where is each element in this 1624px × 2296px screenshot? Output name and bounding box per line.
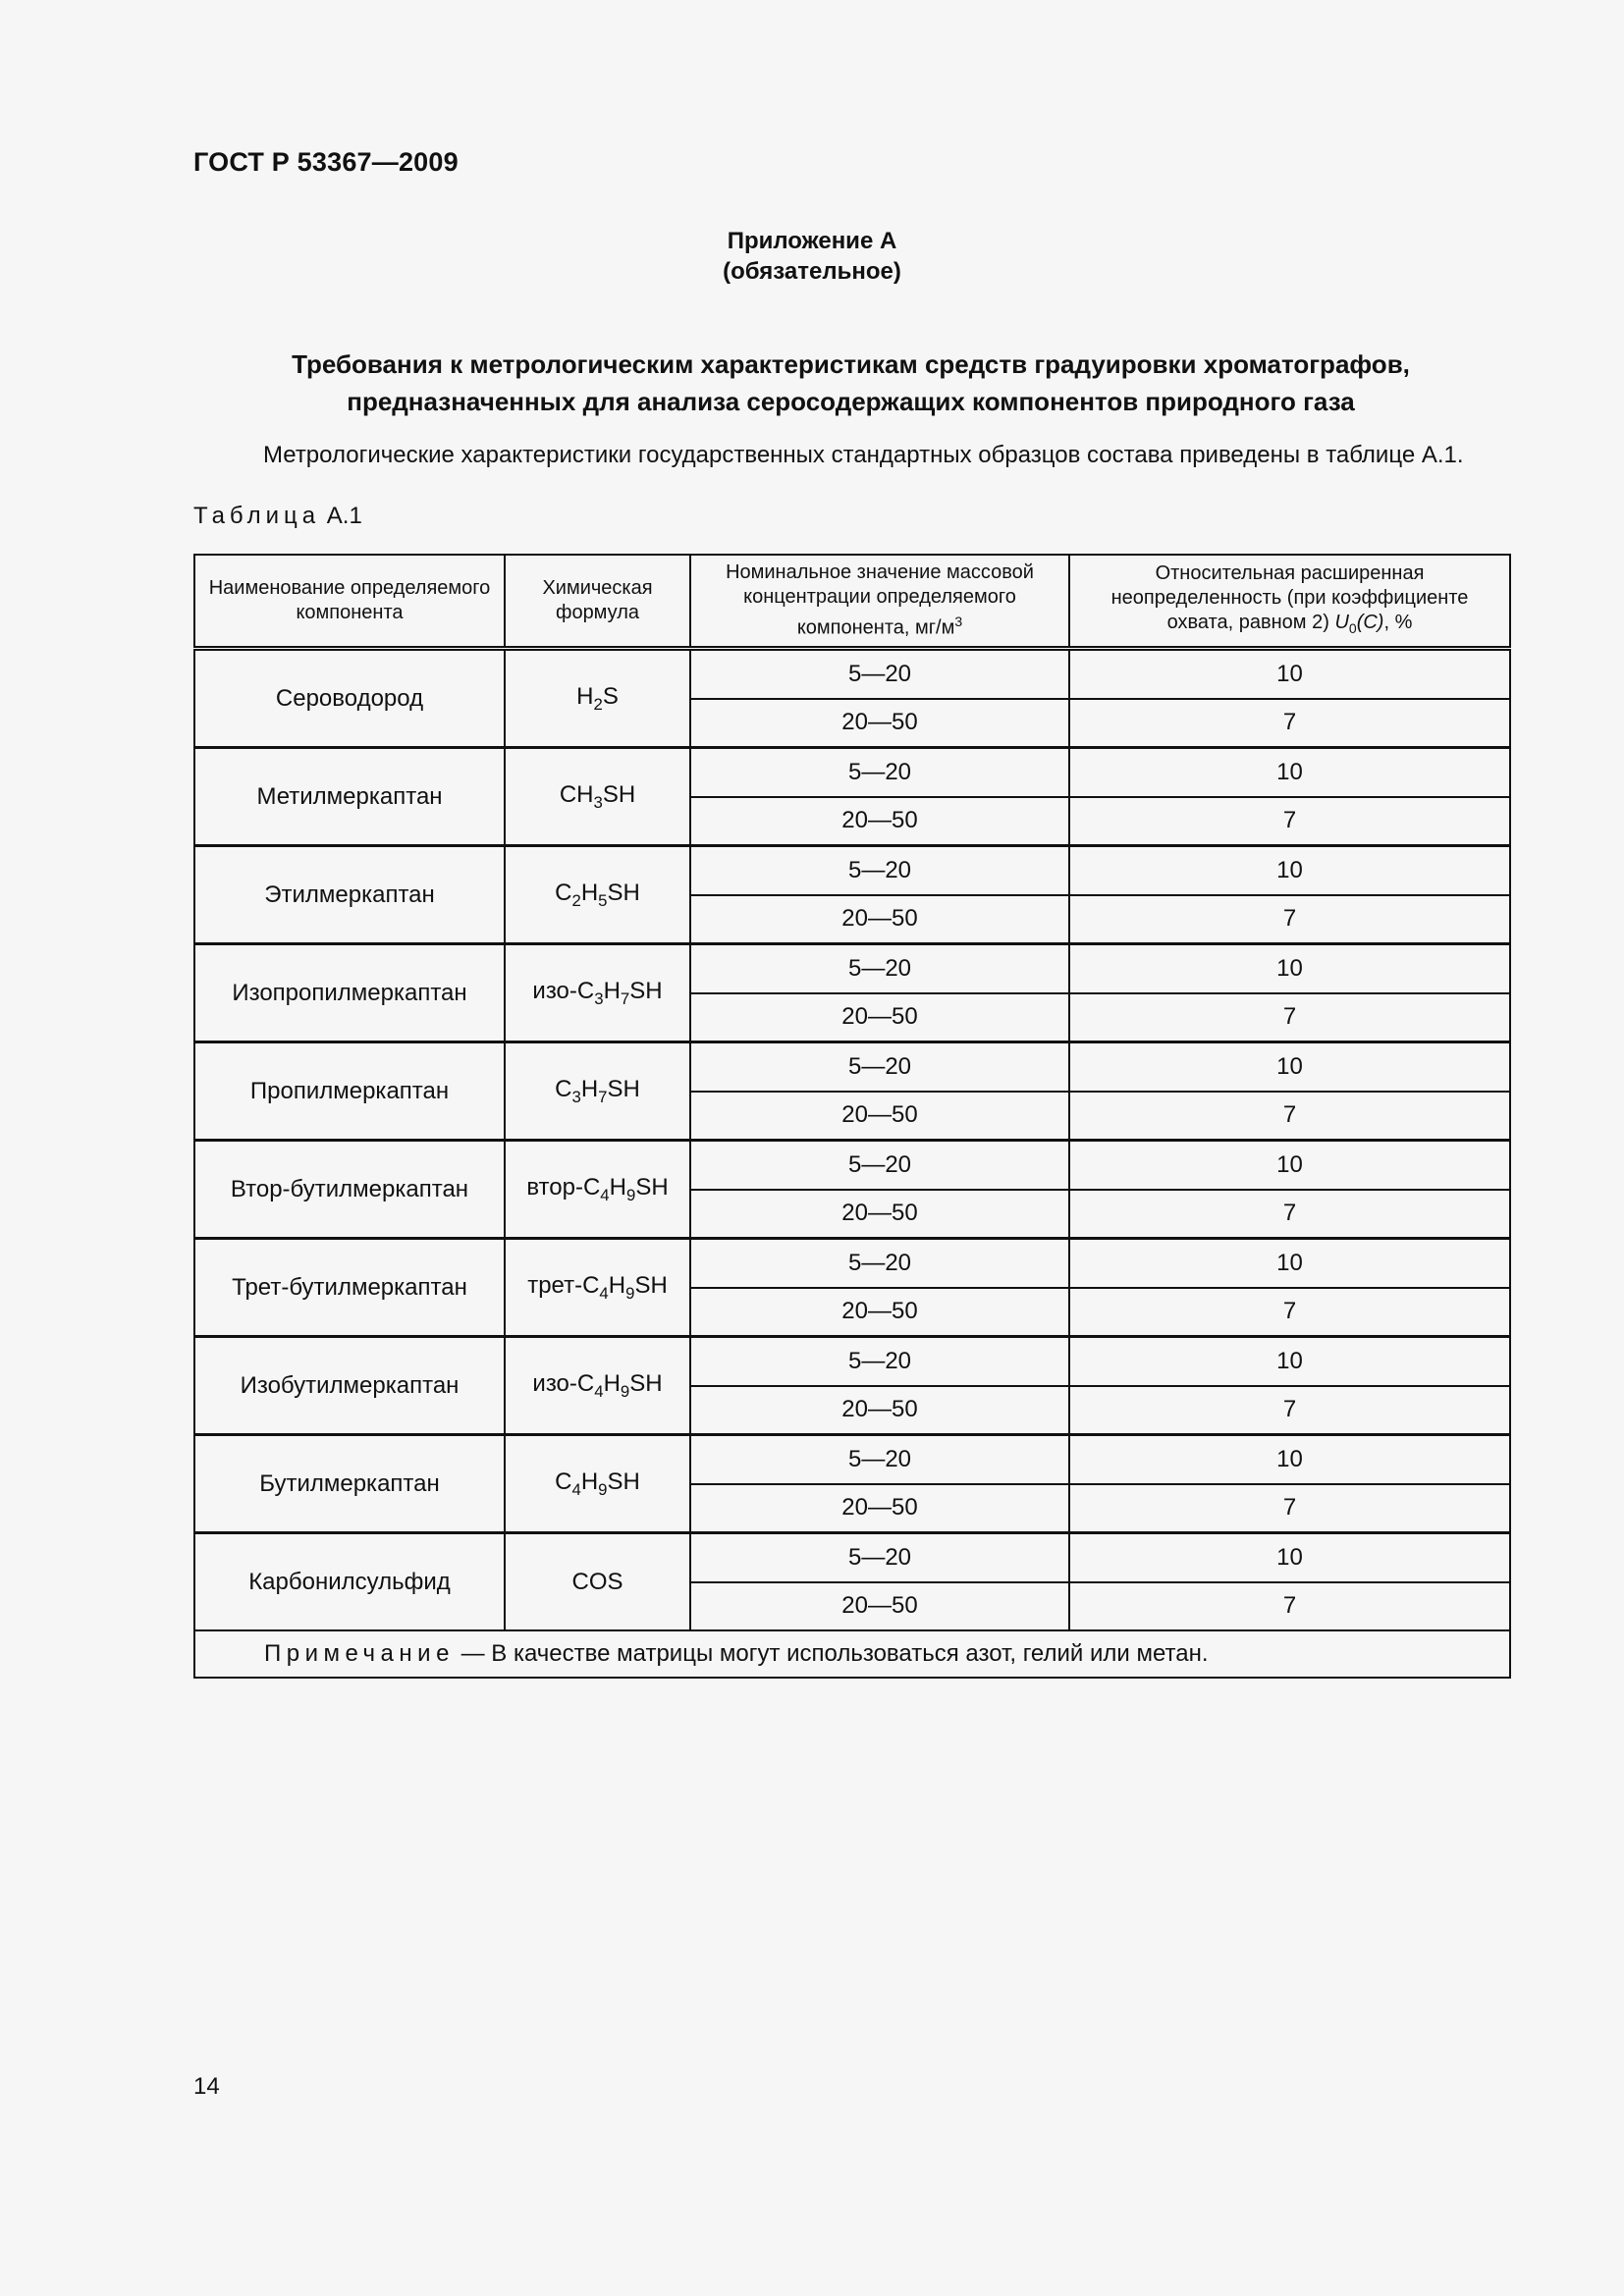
uncertainty-cell: 7 xyxy=(1069,895,1510,944)
formula-part: SH xyxy=(602,780,636,808)
formula-subscript: 9 xyxy=(625,1185,636,1204)
concentration-range-cell: 5—20 xyxy=(690,1533,1069,1582)
formula-subscript: 2 xyxy=(571,890,581,910)
formula-subscript: 3 xyxy=(594,988,604,1008)
header-uncertainty xyxy=(1069,555,1510,649)
formula-subscript: 4 xyxy=(600,1185,610,1204)
header-chemical-formula: Химическая формула xyxy=(505,555,690,649)
concentration-range-cell: 20—50 xyxy=(690,797,1069,846)
concentration-range-cell: 5—20 xyxy=(690,846,1069,895)
component-name-cell: Изобутилмеркаптан xyxy=(194,1337,505,1435)
header-uncertainty-sub: 0 xyxy=(1348,619,1357,636)
chemical-formula-cell xyxy=(505,1042,690,1141)
table-row xyxy=(194,1337,1510,1386)
formula-part: изо-C xyxy=(532,1369,595,1397)
table-row xyxy=(194,649,1510,699)
note-label: Примечание xyxy=(264,1640,455,1667)
uncertainty-cell: 7 xyxy=(1069,1092,1510,1141)
formula-part: H xyxy=(603,1369,621,1397)
formula-part: SH xyxy=(629,977,663,1004)
chemical-formula-cell xyxy=(505,1533,690,1631)
header-uncertainty-text: Относительная расширенная неопределенность (при коэффициенте охвата, равном 2) xyxy=(1110,561,1469,633)
header-component-name: Наименование определяемого компонента xyxy=(194,555,505,649)
component-name-cell: Изопропилмеркаптан xyxy=(194,944,505,1042)
table-row xyxy=(194,846,1510,895)
table-row xyxy=(194,1042,1510,1092)
page-number: 14 xyxy=(193,2073,220,2100)
concentration-range-cell: 5—20 xyxy=(690,748,1069,797)
formula-subscript: 4 xyxy=(594,1381,604,1401)
concentration-range-cell: 20—50 xyxy=(690,1386,1069,1435)
concentration-range-cell: 20—50 xyxy=(690,1092,1069,1141)
concentration-range-cell: 5—20 xyxy=(690,1042,1069,1092)
formula-subscript: 7 xyxy=(620,988,630,1008)
formula-part: H xyxy=(580,1468,599,1495)
uncertainty-cell: 10 xyxy=(1069,1435,1510,1484)
formula-part: SH xyxy=(635,1173,669,1201)
header-concentration-sup: 3 xyxy=(954,614,963,630)
concentration-range-cell: 20—50 xyxy=(690,1288,1069,1337)
uncertainty-cell: 7 xyxy=(1069,1484,1510,1533)
table-caption-number: А.1 xyxy=(326,503,362,529)
uncertainty-cell: 7 xyxy=(1069,1582,1510,1631)
table-row xyxy=(194,1239,1510,1288)
formula-subscript: 4 xyxy=(571,1479,581,1499)
concentration-range-cell: 20—50 xyxy=(690,1582,1069,1631)
chemical-formula-cell xyxy=(505,846,690,944)
uncertainty-cell: 7 xyxy=(1069,1386,1510,1435)
component-name-cell: Карбонилсульфид xyxy=(194,1533,505,1631)
formula-part: C xyxy=(555,1468,572,1495)
uncertainty-cell: 10 xyxy=(1069,1337,1510,1386)
formula-subscript: 2 xyxy=(593,694,603,714)
metrology-table xyxy=(193,554,1511,1679)
chemical-formula-cell xyxy=(505,944,690,1042)
chemical-formula-cell xyxy=(505,649,690,748)
appendix-heading xyxy=(0,226,1624,287)
uncertainty-cell: 7 xyxy=(1069,699,1510,748)
concentration-range-cell: 20—50 xyxy=(690,699,1069,748)
chemical-formula-cell xyxy=(505,1239,690,1337)
appendix-title: Приложение А xyxy=(727,228,897,254)
component-name-cell: Метилмеркаптан xyxy=(194,748,505,846)
uncertainty-cell: 7 xyxy=(1069,993,1510,1042)
concentration-range-cell: 20—50 xyxy=(690,1484,1069,1533)
uncertainty-cell: 7 xyxy=(1069,1288,1510,1337)
chemical-formula-cell xyxy=(505,1141,690,1239)
formula-subscript: 5 xyxy=(598,890,608,910)
component-name-cell: Этилмеркаптан xyxy=(194,846,505,944)
header-uncertainty-symbol: U xyxy=(1334,611,1349,633)
concentration-range-cell: 5—20 xyxy=(690,1141,1069,1190)
formula-subscript: 4 xyxy=(599,1283,609,1303)
formula-subscript: 3 xyxy=(593,792,603,812)
concentration-range-cell: 5—20 xyxy=(690,1337,1069,1386)
header-concentration xyxy=(690,555,1069,649)
concentration-range-cell: 5—20 xyxy=(690,944,1069,993)
formula-part: CH xyxy=(559,780,594,808)
table-note-row xyxy=(194,1630,1510,1678)
note-text: В качестве матрицы могут использоваться азот, гелий или метан. xyxy=(491,1640,1209,1667)
uncertainty-cell: 7 xyxy=(1069,1190,1510,1239)
table-row xyxy=(194,1141,1510,1190)
formula-subscript: 9 xyxy=(620,1381,630,1401)
table-row xyxy=(194,1435,1510,1484)
table-body xyxy=(194,649,1510,1631)
uncertainty-cell: 10 xyxy=(1069,1533,1510,1582)
table-row xyxy=(194,748,1510,797)
appendix-status: (обязательное) xyxy=(723,258,901,285)
formula-part: C xyxy=(555,879,572,906)
concentration-range-cell: 20—50 xyxy=(690,895,1069,944)
table-row xyxy=(194,1533,1510,1582)
concentration-range-cell: 20—50 xyxy=(690,993,1069,1042)
formula-part: COS xyxy=(571,1568,623,1595)
formula-subscript: 7 xyxy=(598,1087,608,1106)
component-name-cell: Бутилмеркаптан xyxy=(194,1435,505,1533)
formula-subscript: 3 xyxy=(571,1087,581,1106)
formula-part: SH xyxy=(607,879,640,906)
formula-part: SH xyxy=(634,1271,668,1299)
header-uncertainty-arg: (C) xyxy=(1356,611,1384,633)
uncertainty-cell: 10 xyxy=(1069,649,1510,699)
formula-subscript: 9 xyxy=(598,1479,608,1499)
title-line-2: предназначенных для анализа серосодержащих компонентов природного газа xyxy=(347,387,1355,416)
chemical-formula-cell xyxy=(505,748,690,846)
formula-part: H xyxy=(576,682,594,710)
header-uncertainty-unit: , % xyxy=(1383,611,1413,633)
component-name-cell: Пропилмеркаптан xyxy=(194,1042,505,1141)
component-name-cell: Сероводород xyxy=(194,649,505,748)
concentration-range-cell: 5—20 xyxy=(690,1239,1069,1288)
uncertainty-cell: 10 xyxy=(1069,846,1510,895)
title-line-1: Требования к метрологическим характеристикам средств градуировки хроматографов, xyxy=(292,349,1410,379)
formula-part: C xyxy=(555,1075,572,1102)
table-caption-label: Таблица xyxy=(193,503,321,529)
concentration-range-cell: 20—50 xyxy=(690,1190,1069,1239)
component-name-cell: Трет-бутилмеркаптан xyxy=(194,1239,505,1337)
note-dash: — xyxy=(460,1640,485,1667)
table-row xyxy=(194,944,1510,993)
formula-part: SH xyxy=(607,1075,640,1102)
uncertainty-cell: 10 xyxy=(1069,1239,1510,1288)
uncertainty-cell: 7 xyxy=(1069,797,1510,846)
formula-part: втор-C xyxy=(526,1173,601,1201)
intro-paragraph: Метрологические характеристики государственных стандартных образцов состава приведены в таблице А.1. xyxy=(263,442,1464,468)
formula-part: H xyxy=(608,1271,626,1299)
formula-part: H xyxy=(603,977,621,1004)
formula-part: трет-C xyxy=(527,1271,600,1299)
formula-subscript: 9 xyxy=(625,1283,635,1303)
chemical-formula-cell xyxy=(505,1337,690,1435)
document-code: ГОСТ Р 53367—2009 xyxy=(193,147,459,177)
formula-part: H xyxy=(580,879,599,906)
concentration-range-cell: 5—20 xyxy=(690,1435,1069,1484)
formula-part: H xyxy=(609,1173,626,1201)
chemical-formula-cell xyxy=(505,1435,690,1533)
formula-part: H xyxy=(580,1075,599,1102)
table-header-row xyxy=(194,555,1510,649)
uncertainty-cell: 10 xyxy=(1069,1141,1510,1190)
header-concentration-text: Номинальное значение массовой концентрации определяемого компонента, мг/м xyxy=(726,561,1034,639)
table-note xyxy=(194,1630,1510,1678)
formula-part: SH xyxy=(607,1468,640,1495)
concentration-range-cell: 5—20 xyxy=(690,649,1069,699)
formula-part: S xyxy=(602,682,619,710)
formula-part: SH xyxy=(629,1369,663,1397)
uncertainty-cell: 10 xyxy=(1069,944,1510,993)
formula-part: изо-C xyxy=(532,977,595,1004)
table-caption xyxy=(193,503,362,530)
document-title xyxy=(193,346,1508,420)
uncertainty-cell: 10 xyxy=(1069,748,1510,797)
uncertainty-cell: 10 xyxy=(1069,1042,1510,1092)
component-name-cell: Втор-бутилмеркаптан xyxy=(194,1141,505,1239)
